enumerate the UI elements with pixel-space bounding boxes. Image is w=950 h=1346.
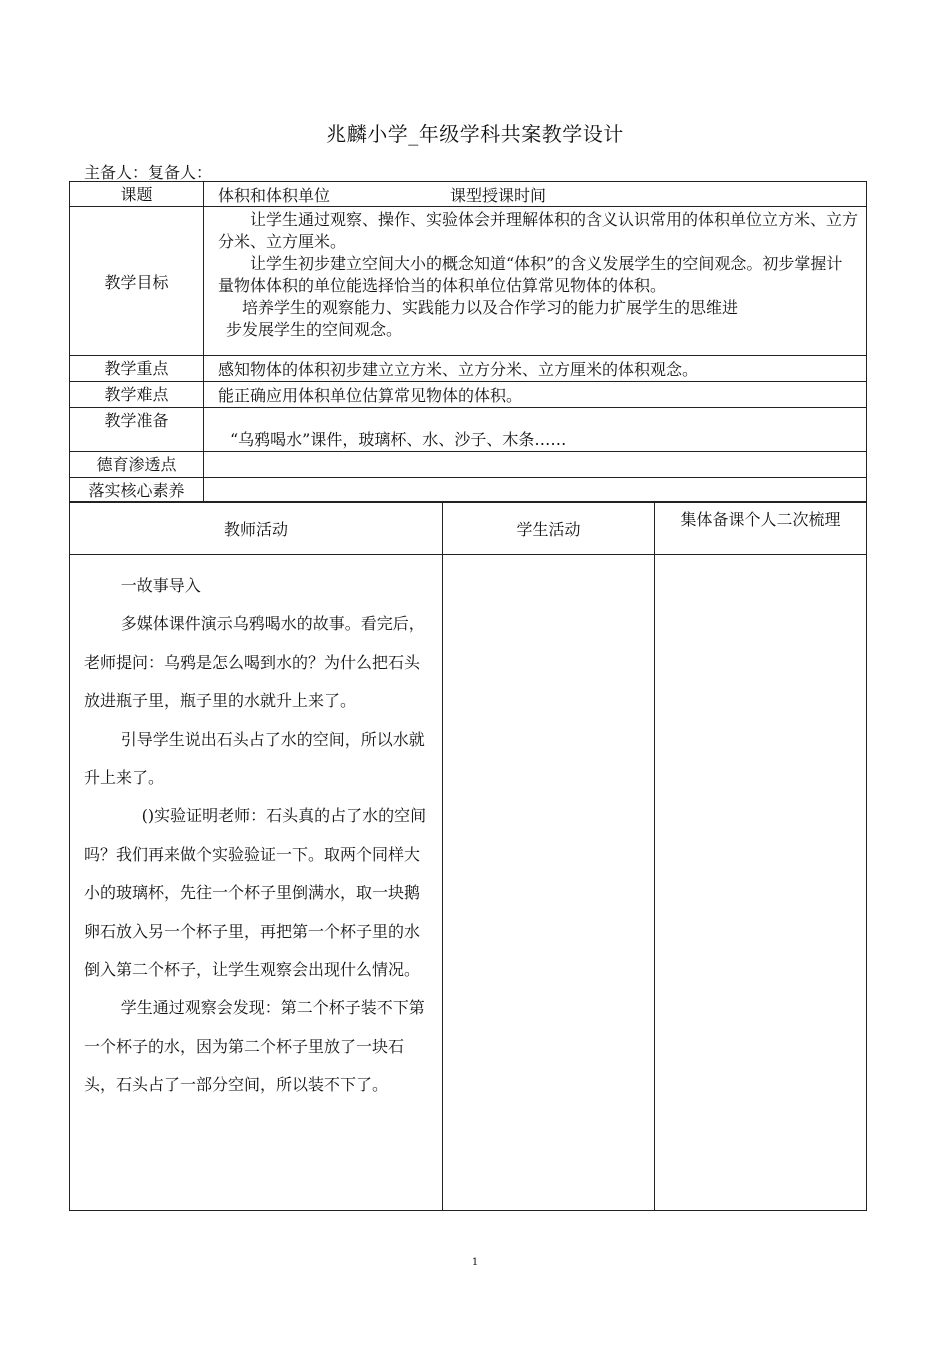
page-number: 1 bbox=[471, 1257, 479, 1268]
teacher-paragraph: 学生通过观察会发现：第二个杯子装不下第一个杯子的水，因为第二个杯子里放了一块石头，石头占了一部分空间，所以装不下了。 bbox=[84, 998, 425, 1095]
topic-label: 课题 bbox=[70, 182, 204, 207]
student-activity-header: 学生活动 bbox=[443, 502, 655, 555]
difficulty-value: 能正确应用体积单位估算常见物体的体积。 bbox=[204, 382, 867, 408]
activity-header-row bbox=[70, 502, 867, 555]
review-header: 集体备课个人二次梳理 bbox=[655, 502, 867, 555]
difficulty-label: 教学难点 bbox=[70, 382, 204, 408]
lesson-type: 课型授课时间 bbox=[450, 186, 547, 205]
teacher-paragraph: 一故事导入 bbox=[120, 576, 201, 595]
objective-item: 让学生初步建立空间大小的概念知道“体积”的含义发展学生的空间观念。初步掌握计量物体体积的单位能选择恰当的体积单位估算常见物体的体积。 bbox=[218, 254, 843, 295]
topic-value: 体积和体积单位 bbox=[218, 186, 331, 205]
objectives-row bbox=[70, 207, 867, 356]
objective-item: 培养学生的观察能力、实践能力以及合作学习的能力扩展学生的思维进 bbox=[242, 298, 739, 317]
teacher-paragraph: 多媒体课件演示乌鸦喝水的故事。看完后，老师提问：乌鸦是怎么喝到水的？为什么把石头放进瓶子里，瓶子里的水就升上来了。 bbox=[84, 614, 425, 711]
topic-cell bbox=[204, 182, 867, 207]
activity-body-row bbox=[70, 555, 867, 1211]
difficulty-row bbox=[70, 382, 867, 408]
core-literacy-value bbox=[204, 478, 867, 503]
teacher-paragraph: ()实验证明老师：石头真的占了水的空间吗？我们再来做个实验验证一下。取两个同样大小的玻璃杯，先往一个杯子里倒满水，取一块鹅卵石放入另一个杯子里，再把第一个杯子里的水倒入第二个杯子，让学生观察会出现什么情况。 bbox=[84, 806, 427, 980]
key-point-row bbox=[70, 356, 867, 382]
objectives-label: 教学目标 bbox=[70, 207, 204, 356]
moral-value bbox=[204, 452, 867, 478]
core-literacy-row bbox=[70, 478, 867, 503]
key-point-value: 感知物体的体积初步建立立方米、立方分米、立方厘米的体积观念。 bbox=[204, 356, 867, 382]
core-literacy-label: 落实核心素养 bbox=[70, 478, 204, 503]
objective-item: 步发展学生的空间观念。 bbox=[226, 320, 403, 339]
topic-row bbox=[70, 182, 867, 207]
activity-table bbox=[69, 501, 867, 1211]
document-title: 兆麟小学_年级学科共案教学设计 bbox=[326, 122, 624, 146]
preparers-line: 主备人：复备人： bbox=[84, 163, 213, 182]
teacher-activity-content bbox=[70, 555, 443, 1211]
teacher-paragraph: 引导学生说出石头占了水的空间，所以水就升上来了。 bbox=[84, 729, 425, 788]
student-activity-content bbox=[443, 555, 655, 1211]
preparation-value: “乌鸦喝水”课件，玻璃杯、水、沙子、木条…… bbox=[204, 408, 867, 452]
lesson-info-table bbox=[69, 181, 867, 503]
preparation-label: 教学准备 bbox=[70, 408, 204, 452]
objectives-cell bbox=[204, 207, 867, 356]
review-content bbox=[655, 555, 867, 1211]
objective-item: 让学生通过观察、操作、实验体会并理解体积的含义认识常用的体积单位立方米、立方分米、立方厘米。 bbox=[218, 210, 859, 251]
moral-row bbox=[70, 452, 867, 478]
preparation-row bbox=[70, 408, 867, 452]
teacher-activity-header: 教师活动 bbox=[70, 502, 443, 555]
key-point-label: 教学重点 bbox=[70, 356, 204, 382]
moral-label: 德育渗透点 bbox=[70, 452, 204, 478]
